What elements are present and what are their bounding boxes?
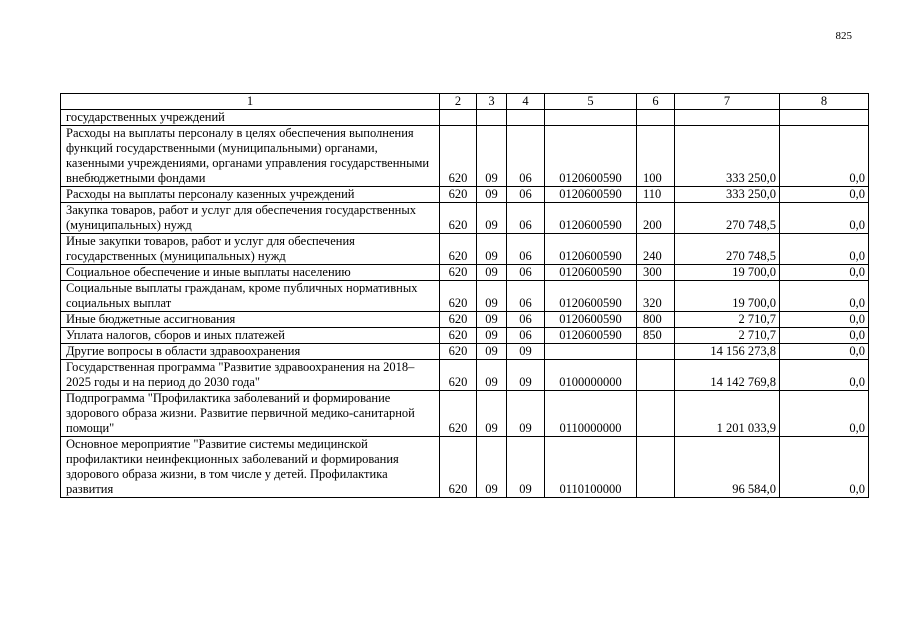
row-target-article: 0120600590 — [545, 281, 637, 312]
row-expense-type: 100 — [637, 126, 675, 187]
row-target-article: 0120600590 — [545, 265, 637, 281]
row-subsection: 06 — [507, 126, 545, 187]
row-amount-2: 0,0 — [780, 312, 869, 328]
row-target-article: 0120600590 — [545, 126, 637, 187]
row-subsection: 06 — [507, 203, 545, 234]
column-header: 2 — [440, 94, 477, 110]
row-subsection: 09 — [507, 360, 545, 391]
row-amount-2: 0,0 — [780, 265, 869, 281]
row-amount: 2 710,7 — [675, 328, 780, 344]
table-row — [61, 126, 869, 187]
row-description: Подпрограмма "Профилактика заболеваний и формирование здорового образа жизни. Развитие первичной медико-санитарной помощи" — [61, 391, 440, 437]
row-expense-type: 200 — [637, 203, 675, 234]
row-amount-2 — [780, 110, 869, 126]
column-header: 5 — [545, 94, 637, 110]
table-row — [61, 203, 869, 234]
row-target-article: 0100000000 — [545, 360, 637, 391]
row-section: 09 — [477, 187, 507, 203]
row-subsection: 06 — [507, 312, 545, 328]
row-description: Расходы на выплаты персоналу в целях обеспечения выполнения функций государственными (муниципальными) органами, казенными учреждениями, органами управления государственными внебюджетными фондами — [61, 126, 440, 187]
row-description: Расходы на выплаты персоналу казенных учреждений — [61, 187, 440, 203]
row-description: Государственная программа "Развитие здравоохранения на 2018–2025 годы и на период до 2030 года" — [61, 360, 440, 391]
row-expense-type: 850 — [637, 328, 675, 344]
table-row — [61, 265, 869, 281]
row-subsection: 06 — [507, 281, 545, 312]
row-amount: 270 748,5 — [675, 234, 780, 265]
row-description: Уплата налогов, сборов и иных платежей — [61, 328, 440, 344]
row-amount-2: 0,0 — [780, 281, 869, 312]
row-amount: 333 250,0 — [675, 187, 780, 203]
row-expense-type: 300 — [637, 265, 675, 281]
row-description: Социальное обеспечение и иные выплаты населению — [61, 265, 440, 281]
row-ministry-code: 620 — [440, 437, 477, 498]
row-target-article: 0120600590 — [545, 312, 637, 328]
row-subsection: 06 — [507, 187, 545, 203]
column-header: 4 — [507, 94, 545, 110]
row-ministry-code: 620 — [440, 391, 477, 437]
row-description: Социальные выплаты гражданам, кроме публичных нормативных социальных выплат — [61, 281, 440, 312]
row-section: 09 — [477, 360, 507, 391]
row-amount: 1 201 033,9 — [675, 391, 780, 437]
row-description: Иные закупки товаров, работ и услуг для обеспечения государственных (муниципальных) нужд — [61, 234, 440, 265]
row-amount-2: 0,0 — [780, 437, 869, 498]
row-expense-type — [637, 344, 675, 360]
row-section: 09 — [477, 391, 507, 437]
row-section: 09 — [477, 265, 507, 281]
row-expense-type: 110 — [637, 187, 675, 203]
row-section: 09 — [477, 328, 507, 344]
row-subsection: 09 — [507, 391, 545, 437]
row-expense-type — [637, 360, 675, 391]
row-ministry-code: 620 — [440, 360, 477, 391]
table-row — [61, 110, 869, 126]
column-header: 3 — [477, 94, 507, 110]
row-subsection: 06 — [507, 234, 545, 265]
row-ministry-code: 620 — [440, 328, 477, 344]
row-expense-type — [637, 110, 675, 126]
row-amount-2: 0,0 — [780, 203, 869, 234]
row-amount-2: 0,0 — [780, 360, 869, 391]
row-amount: 270 748,5 — [675, 203, 780, 234]
row-amount: 333 250,0 — [675, 126, 780, 187]
row-description: Иные бюджетные ассигнования — [61, 312, 440, 328]
row-subsection — [507, 110, 545, 126]
row-amount-2: 0,0 — [780, 126, 869, 187]
row-target-article: 0110100000 — [545, 437, 637, 498]
row-section: 09 — [477, 281, 507, 312]
row-target-article: 0120600590 — [545, 328, 637, 344]
row-ministry-code: 620 — [440, 234, 477, 265]
row-subsection: 09 — [507, 437, 545, 498]
row-description: Основное мероприятие "Развитие системы медицинской профилактики неинфекционных заболеваний и формирования здорового образа жизни, в том числе у детей. Профилактика развития — [61, 437, 440, 498]
row-subsection: 06 — [507, 328, 545, 344]
row-expense-type: 320 — [637, 281, 675, 312]
row-target-article — [545, 344, 637, 360]
table-row — [61, 281, 869, 312]
row-section: 09 — [477, 437, 507, 498]
row-section: 09 — [477, 234, 507, 265]
page-number: 825 — [835, 30, 852, 42]
row-expense-type — [637, 391, 675, 437]
column-header: 8 — [780, 94, 869, 110]
row-section: 09 — [477, 126, 507, 187]
column-header-row — [61, 94, 869, 110]
row-target-article — [545, 110, 637, 126]
row-amount: 19 700,0 — [675, 281, 780, 312]
row-ministry-code: 620 — [440, 187, 477, 203]
row-expense-type: 800 — [637, 312, 675, 328]
row-target-article: 0120600590 — [545, 234, 637, 265]
row-target-article: 0120600590 — [545, 203, 637, 234]
row-amount: 19 700,0 — [675, 265, 780, 281]
row-amount-2: 0,0 — [780, 344, 869, 360]
row-ministry-code: 620 — [440, 265, 477, 281]
table-row — [61, 344, 869, 360]
row-section — [477, 110, 507, 126]
table-row — [61, 360, 869, 391]
row-amount-2: 0,0 — [780, 234, 869, 265]
budget-table — [60, 93, 869, 498]
row-ministry-code: 620 — [440, 281, 477, 312]
row-amount — [675, 110, 780, 126]
row-target-article: 0120600590 — [545, 187, 637, 203]
row-expense-type — [637, 437, 675, 498]
row-amount: 14 142 769,8 — [675, 360, 780, 391]
row-ministry-code: 620 — [440, 344, 477, 360]
row-description: Другие вопросы в области здравоохранения — [61, 344, 440, 360]
row-section: 09 — [477, 344, 507, 360]
row-section: 09 — [477, 312, 507, 328]
row-ministry-code — [440, 110, 477, 126]
column-header: 7 — [675, 94, 780, 110]
table-row — [61, 187, 869, 203]
table-row — [61, 391, 869, 437]
row-amount-2: 0,0 — [780, 187, 869, 203]
row-ministry-code: 620 — [440, 126, 477, 187]
table-row — [61, 328, 869, 344]
row-amount-2: 0,0 — [780, 391, 869, 437]
column-header: 1 — [61, 94, 440, 110]
row-subsection: 09 — [507, 344, 545, 360]
table-row — [61, 312, 869, 328]
row-amount: 14 156 273,8 — [675, 344, 780, 360]
row-amount: 2 710,7 — [675, 312, 780, 328]
table-row — [61, 437, 869, 498]
row-amount-2: 0,0 — [780, 328, 869, 344]
row-ministry-code: 620 — [440, 312, 477, 328]
column-header: 6 — [637, 94, 675, 110]
row-expense-type: 240 — [637, 234, 675, 265]
row-target-article: 0110000000 — [545, 391, 637, 437]
row-section: 09 — [477, 203, 507, 234]
row-description: государственных учреждений — [61, 110, 440, 126]
table-row — [61, 234, 869, 265]
row-subsection: 06 — [507, 265, 545, 281]
row-ministry-code: 620 — [440, 203, 477, 234]
row-description: Закупка товаров, работ и услуг для обеспечения государственных (муниципальных) нужд — [61, 203, 440, 234]
row-amount: 96 584,0 — [675, 437, 780, 498]
